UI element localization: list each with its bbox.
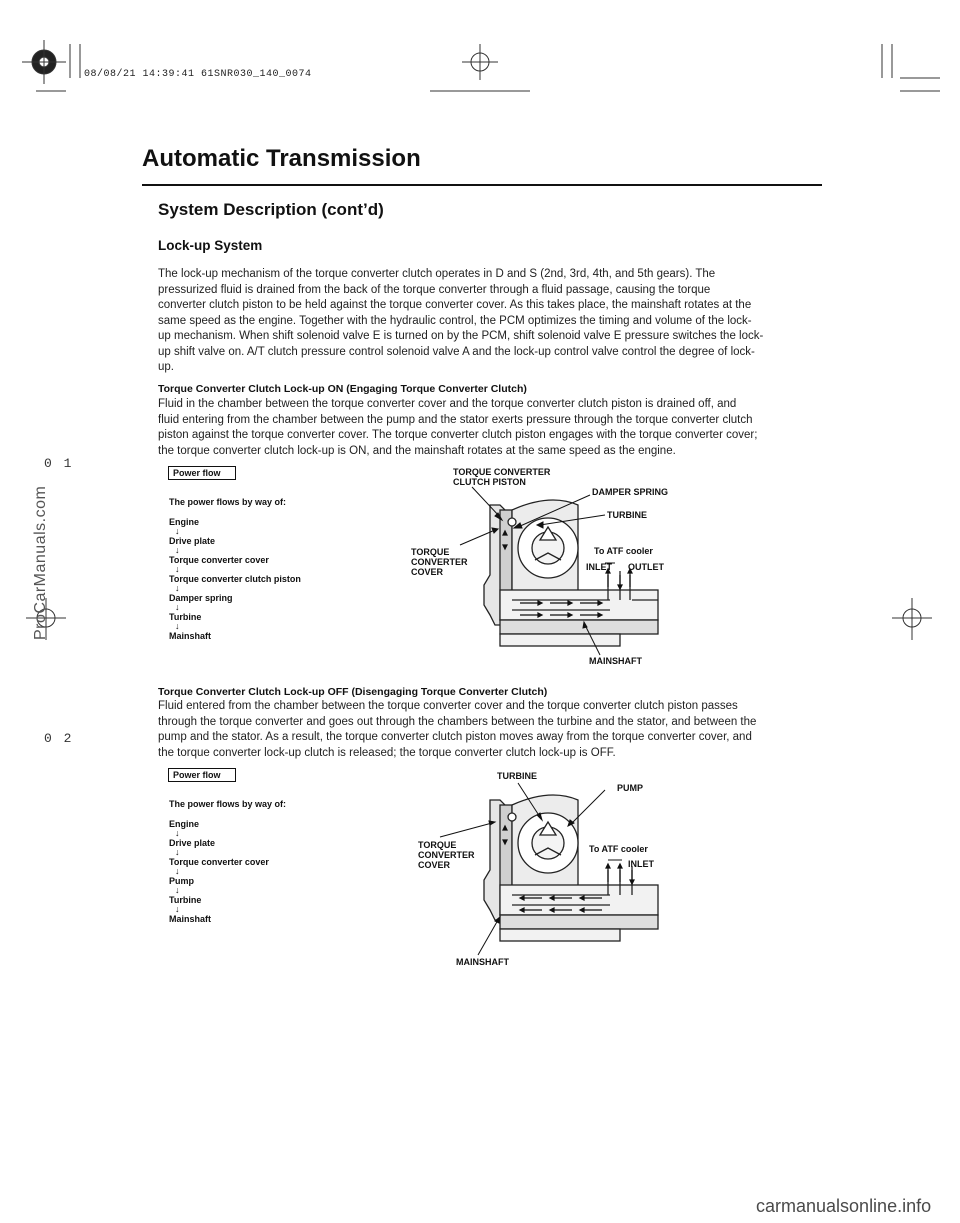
flow-arrow-icon: ↓: [175, 583, 180, 593]
on-label-inlet: INLET: [586, 562, 612, 572]
on-line: the torque converter clutch lock-up is ON, and the mainshaft rotates at the same speed as the engine.: [158, 444, 676, 457]
off-flow-heading: The power flows by way of:: [169, 799, 287, 809]
flow-arrow-icon: ↓: [175, 885, 180, 895]
lockup-on-heading: Torque Converter Clutch Lock-up ON (Engaging Torque Converter Clutch): [158, 383, 527, 395]
on-label-mainshaft: MAINSHAFT: [589, 656, 642, 666]
label-line: COVER: [411, 567, 444, 577]
on-power-flow-label: Power flow: [168, 466, 236, 480]
intro-line: up mechanism. When shift solenoid valve E is turned on by the PCM, shift solenoid valve E pressure switches the lock-: [158, 330, 764, 342]
off-label-pump: PUMP: [617, 783, 644, 793]
label-line: TORQUE: [411, 547, 450, 557]
section-heading: Lock-up System: [158, 238, 263, 253]
intro-line: The lock-up mechanism of the torque converter clutch operates in D and S (2nd, 3rd, 4th, and 5th gears). The: [158, 268, 716, 280]
label-line: COVER: [418, 860, 451, 870]
on-line: piston against the torque converter cover. The torque converter clutch piston engages with the torque converter cover;: [158, 429, 758, 441]
flow-item: Engine: [169, 517, 200, 527]
label-line: TORQUE CONVERTER: [453, 467, 551, 477]
label-line: TORQUE: [418, 840, 457, 850]
off-label-atf-cooler: To ATF cooler: [589, 844, 648, 854]
page-title: Automatic Transmission: [142, 145, 421, 172]
label-line: CLUTCH PISTON: [453, 477, 526, 487]
flow-arrow-icon: ↓: [175, 564, 180, 574]
flow-arrow-icon: ↓: [175, 904, 180, 914]
flow-arrow-icon: ↓: [175, 828, 180, 838]
on-label-piston: [453, 467, 550, 487]
off-line: pump and the stator. As a result, the torque converter clutch piston moves away from the torque converter cover, and: [158, 731, 752, 743]
flow-arrow-icon: ↓: [175, 866, 180, 876]
flow-item: Turbine: [169, 612, 202, 622]
off-flow-list: [169, 819, 269, 924]
off-line: the torque converter lock-up clutch is released; the torque converter clutch lock-up is OFF.: [158, 746, 616, 759]
on-flow-list: [169, 517, 301, 641]
flow-arrow-icon: ↓: [175, 526, 180, 536]
margin-mark-1: 0 1: [44, 456, 74, 471]
on-label-atf-cooler: To ATF cooler: [594, 546, 653, 556]
off-line: through the torque converter and goes out through the chambers between the turbine and the stator, and between the: [158, 715, 757, 728]
on-line: Fluid in the chamber between the torque converter cover and the torque converter clutch piston is drained off, and: [158, 398, 737, 410]
flow-item: Mainshaft: [169, 631, 212, 641]
off-label-turbine: TURBINE: [497, 771, 537, 781]
off-line: Fluid entered from the chamber between the torque converter cover and the torque converter clutch piston passes: [158, 700, 738, 712]
flow-item: Drive plate: [169, 536, 216, 546]
intro-paragraph: [158, 267, 808, 376]
flow-item: Damper spring: [169, 593, 233, 603]
flow-item: Drive plate: [169, 838, 216, 848]
intro-line: pressurized fluid is drained from the back of the torque converter through a fluid passage, causing the torque: [158, 283, 711, 296]
margin-mark-2: 0 2: [44, 731, 74, 746]
lockup-on-paragraph: [158, 397, 808, 459]
off-label-inlet: INLET: [628, 859, 654, 869]
flow-item: Turbine: [169, 895, 202, 905]
flow-item: Torque converter cover: [169, 555, 269, 565]
off-label-mainshaft: MAINSHAFT: [456, 957, 509, 967]
on-label-outlet: OUTLET: [628, 562, 664, 572]
label-line: CONVERTER: [411, 557, 468, 567]
flow-arrow-icon: ↓: [175, 545, 180, 555]
print-timestamp: 08/08/21 14:39:41 61SNR030_140_0074: [84, 69, 312, 80]
on-label-damper-spring: DAMPER SPRING: [592, 487, 669, 497]
intro-line: up.: [158, 361, 174, 373]
off-label-cover: [418, 840, 475, 870]
lockup-off-heading: Torque Converter Clutch Lock-up OFF (Disengaging Torque Converter Clutch): [158, 686, 548, 698]
on-label-cover: [411, 547, 468, 577]
lockup-off-paragraph: [158, 699, 808, 761]
flow-item: Torque converter clutch piston: [169, 574, 301, 584]
intro-line: same speed as the engine. Together with the hydraulic control, the PCM optimizes the timing and volume of the lock-: [158, 314, 752, 327]
flow-arrow-icon: ↓: [175, 847, 180, 857]
label-line: CONVERTER: [418, 850, 475, 860]
flow-item: Mainshaft: [169, 914, 212, 924]
footer-watermark: carmanualsonline.info: [756, 1196, 932, 1216]
intro-line: converter clutch piston to be held against the torque converter cover. As this takes place, the mainshaft rotates at the: [158, 299, 752, 311]
intro-line: up shift valve on. A/T clutch pressure control solenoid valve A and the lock-up control valve control the degree of lock-: [158, 345, 755, 358]
side-watermark: ProCarManuals.com: [32, 485, 49, 640]
on-label-turbine: TURBINE: [607, 510, 647, 520]
flow-item: Torque converter cover: [169, 857, 269, 867]
on-flow-heading: The power flows by way of:: [169, 497, 287, 507]
page-subtitle: System Description (cont’d): [158, 200, 384, 219]
flow-item: Engine: [169, 819, 200, 829]
flow-arrow-icon: ↓: [175, 621, 180, 631]
on-line: fluid entering from the chamber between the pump and the stator exerts pressure through the torque converter clutch: [158, 413, 753, 426]
flow-item: Pump: [169, 876, 195, 886]
off-power-flow-label: Power flow: [168, 768, 236, 782]
title-rule: [142, 184, 822, 186]
flow-arrow-icon: ↓: [175, 602, 180, 612]
